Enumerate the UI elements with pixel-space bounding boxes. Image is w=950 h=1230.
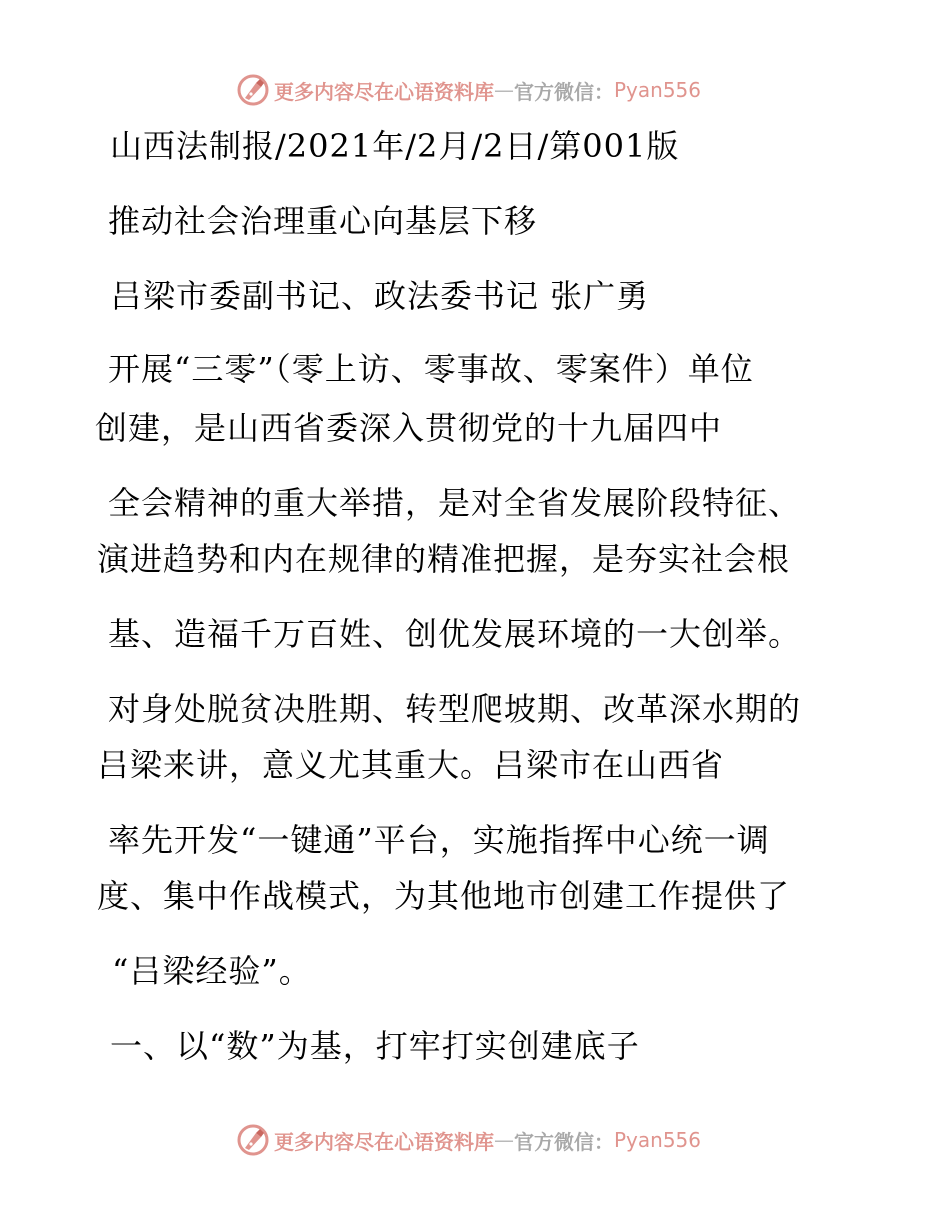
paragraph-line: 开展“三零”（零上访、零事故、零案件）单位 xyxy=(108,350,754,388)
article-title: 推动社会治理重心向基层下移 xyxy=(108,202,538,240)
watermark-main-text: 更多内容尽在心语资料库 xyxy=(274,79,494,104)
watermark-main-text: 更多内容尽在心语资料库 xyxy=(274,1129,494,1154)
watermark-footer xyxy=(236,1122,701,1158)
paragraph-line: 吕梁来讲，意义尤其重大。吕梁市在山西省 xyxy=(97,746,725,784)
paragraph-line: 全会精神的重大举措，是对全省发展阶段特征、 xyxy=(108,484,802,522)
section-heading: 一、以“数”为基，打牢打实创建底子 xyxy=(110,1027,640,1065)
watermark-dash: — xyxy=(494,1128,514,1152)
watermark-dash: — xyxy=(494,78,514,102)
article-author: 吕梁市委副书记、政法委书记 张广勇 xyxy=(110,277,650,315)
pen-nib-logo-icon xyxy=(236,1123,270,1157)
paragraph-line: 创建，是山西省委深入贯彻党的十九届四中 xyxy=(95,409,723,447)
watermark-official-label: 官方微信： xyxy=(514,1129,614,1154)
paragraph-line: 度、集中作战模式，为其他地市创建工作提供了 xyxy=(97,877,791,915)
paragraph-line: 演进趋势和内在规律的精准把握，是夯实社会根 xyxy=(97,540,791,578)
document-source-line: 山西法制报/2021年/2月/2日/第001版 xyxy=(110,127,680,165)
paragraph-line: 基、造福千万百姓、创优发展环境的一大创举。 xyxy=(108,615,802,653)
watermark-official-label: 官方微信： xyxy=(514,79,614,104)
paragraph-line: 率先开发“一键通”平台，实施指挥中心统一调 xyxy=(108,821,770,859)
watermark-header xyxy=(236,72,701,108)
watermark-account: Pyan556 xyxy=(614,1128,702,1152)
paragraph-line: 对身处脱贫决胜期、转型爬坡期、改革深水期的 xyxy=(108,690,802,728)
pen-nib-logo-icon xyxy=(236,73,270,107)
paragraph-line: “吕梁经验”。 xyxy=(112,952,312,990)
watermark-account: Pyan556 xyxy=(614,78,702,102)
